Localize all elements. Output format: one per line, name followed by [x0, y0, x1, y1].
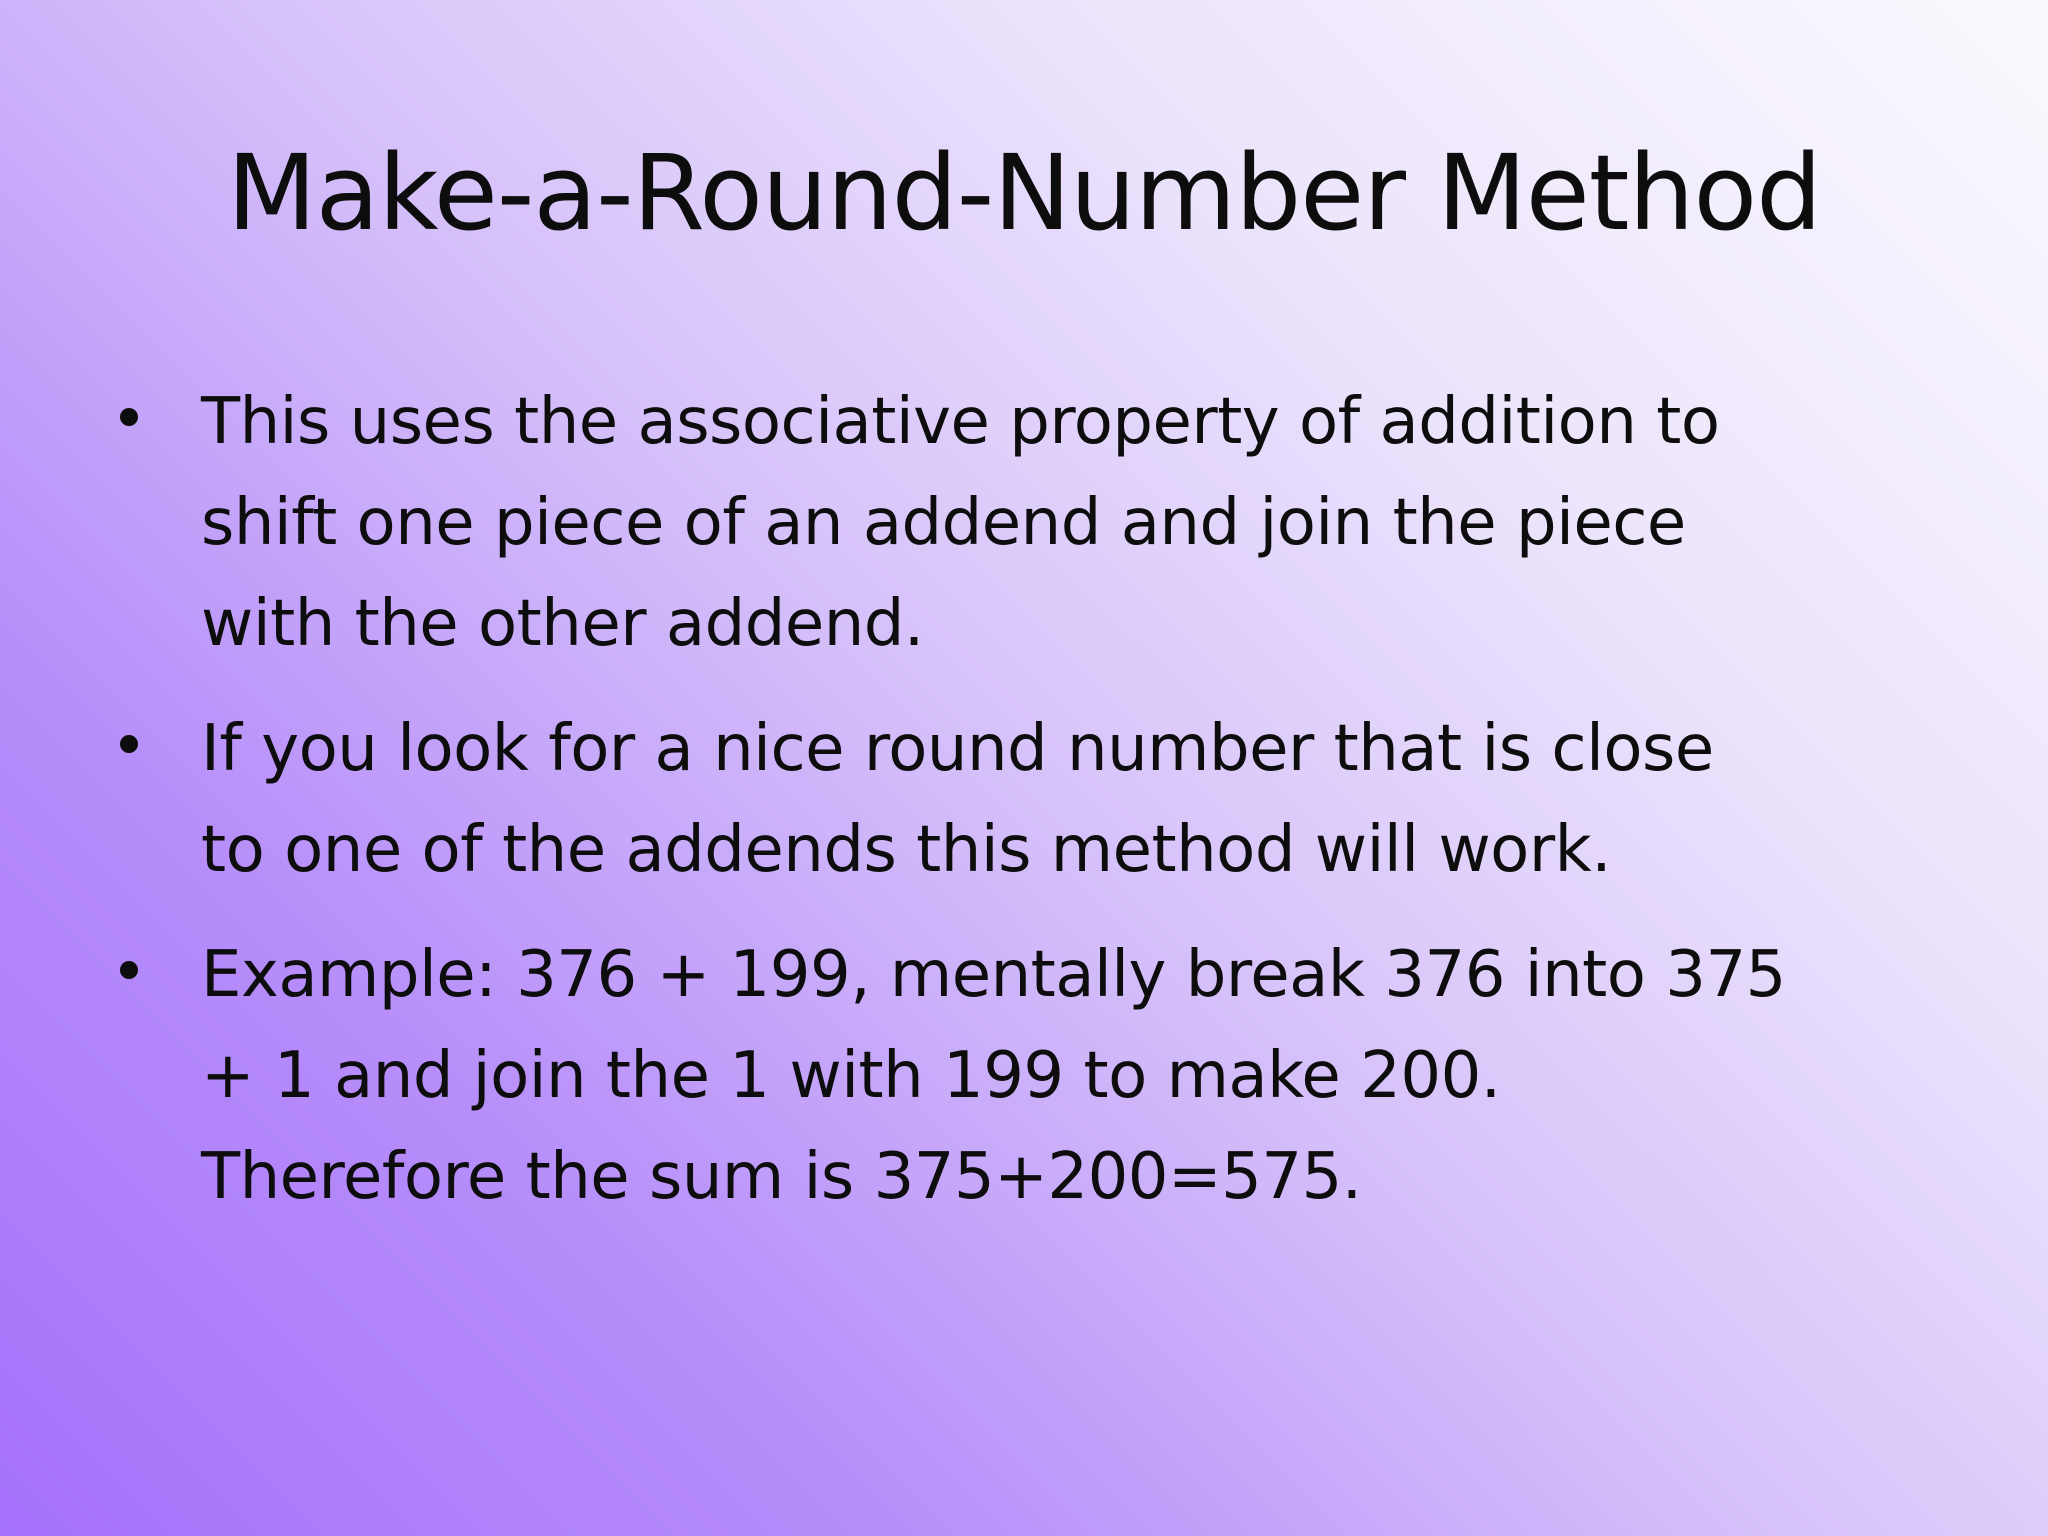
bullet-item [120, 372, 1910, 675]
bullet-text-line: Example: 376 + 199, mentally break 376 into 375 [201, 938, 1786, 1012]
bullet-item [120, 699, 1910, 901]
bullet-text-line: + 1 and join the 1 with 199 to make 200. [201, 1039, 1501, 1113]
bullet-text-line: shift one piece of an addend and join the piece [201, 486, 1686, 560]
bullet-text-line: with the other addend. [201, 587, 924, 661]
slide-title: Make-a-Round-Number Method [226, 132, 1822, 254]
bullet-text-line: If you look for a nice round number that is close [201, 712, 1714, 786]
bullet-text-line: Therefore the sum is 375+200=575. [201, 1140, 1362, 1214]
bullet-text-line: This uses the associative property of addition to [201, 385, 1720, 459]
bullet-item [120, 925, 1910, 1228]
bullet-text-line: to one of the addends this method will work. [201, 813, 1612, 887]
bullet-point-icon [120, 408, 138, 426]
bullet-point-icon [120, 961, 138, 979]
bullet-list [120, 372, 1910, 1252]
bullet-point-icon [120, 735, 138, 753]
